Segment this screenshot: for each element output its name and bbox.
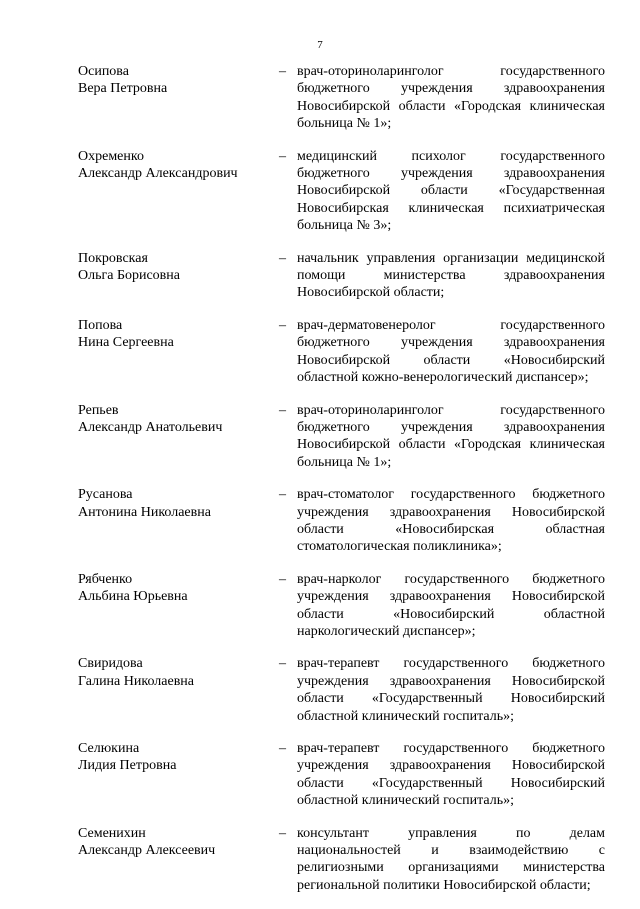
position-description: врач-дерматовенеролог государственного бюджетного учреждения здравоохранения Новосибирской области «Новосибирский областной кожно-венерологический диспансер»; [297,317,605,386]
dash-separator: – [279,64,286,79]
person-name [78,63,279,133]
dash-separator: – [279,317,286,333]
list-item [78,402,605,472]
surname: Свиридова [78,656,143,672]
list-item [78,63,605,133]
list-item [78,250,605,302]
position-description: врач-стоматолог государственного бюджетного учреждения здравоохранения Новосибирской области «Новосибирская областная стоматологическая поликлиника»; [297,487,605,555]
list-item [78,655,605,725]
surname: Семенихин [78,825,146,841]
list-item [78,486,605,556]
surname: Охременко [78,148,144,164]
surname: Селюкина [78,741,140,756]
surname: Русанова [78,487,133,503]
position-description: врач-терапевт государственного бюджетного учреждения здравоохранения Новосибирской области «Государственный Новосибирский областной клинический госпиталь»; [297,656,605,724]
person-name [78,825,279,895]
dash-separator: – [279,148,286,164]
person-name [78,250,279,302]
list-item [78,825,605,895]
given-name: Галина Николаевна [78,673,195,689]
given-name: Александр Александрович [78,166,238,182]
dash-separator: – [279,825,286,841]
surname: Попова [78,317,123,333]
position-description: врач-оториноларинголог государственного бюджетного учреждения здравоохранения Новосибирской области «Городская клиническая больница № 1»; [297,64,605,132]
dash-separator: – [279,571,286,587]
given-name: Вера Петровна [78,81,168,97]
given-name: Лидия Петровна [78,758,177,774]
person-name [78,148,279,235]
surname: Рябченко [78,571,133,587]
dash-separator: – [279,656,286,672]
given-name: Ольга Борисовна [78,268,180,284]
position-description: начальник управления организации медицинской помощи министерства здравоохранения Новосибирской области; [297,250,605,301]
person-name [78,740,279,810]
given-name: Антонина Николаевна [78,504,211,520]
given-name: Альбина Юрьевна [78,589,188,605]
dash-separator: – [279,250,286,266]
person-name [78,486,279,556]
person-name [78,655,279,725]
surname: Осипова [78,64,129,79]
list-item [78,740,605,810]
person-name [78,571,279,641]
surname: Покровская [78,250,148,266]
list-item [78,571,605,641]
surname: Репьев [78,402,119,418]
given-name: Нина Сергеевна [78,335,174,351]
given-name: Александр Алексеевич [78,843,216,859]
position-description: консультант управления по делам национальностей и взаимодействию с религиозными организациями министерства региональной политики Новосибирской области; [297,825,605,893]
list-item [78,317,605,387]
dash-separator: – [279,487,286,503]
position-description: врач-нарколог государственного бюджетного учреждения здравоохранения Новосибирской области «Новосибирский областной наркологический диспансер»; [297,571,605,639]
dash-separator: – [279,741,286,756]
list-item [78,148,605,235]
position-description: врач-терапевт государственного бюджетного учреждения здравоохранения Новосибирской области «Государственный Новосибирский областной клинический госпиталь»; [297,741,605,809]
person-name [78,402,279,472]
position-description: медицинский психолог государственного бюджетного учреждения здравоохранения Новосибирской области «Государственная Новосибирская клиническая психиатрическая больница № 3»; [297,148,605,234]
person-name [78,317,279,387]
given-name: Александр Анатольевич [78,419,223,435]
page-number: 7 [317,39,323,51]
position-description: врач-оториноларинголог государственного бюджетного учреждения здравоохранения Новосибирской области «Городская клиническая больница № 1»; [297,402,605,470]
dash-separator: – [279,402,286,418]
member-list [78,63,605,909]
